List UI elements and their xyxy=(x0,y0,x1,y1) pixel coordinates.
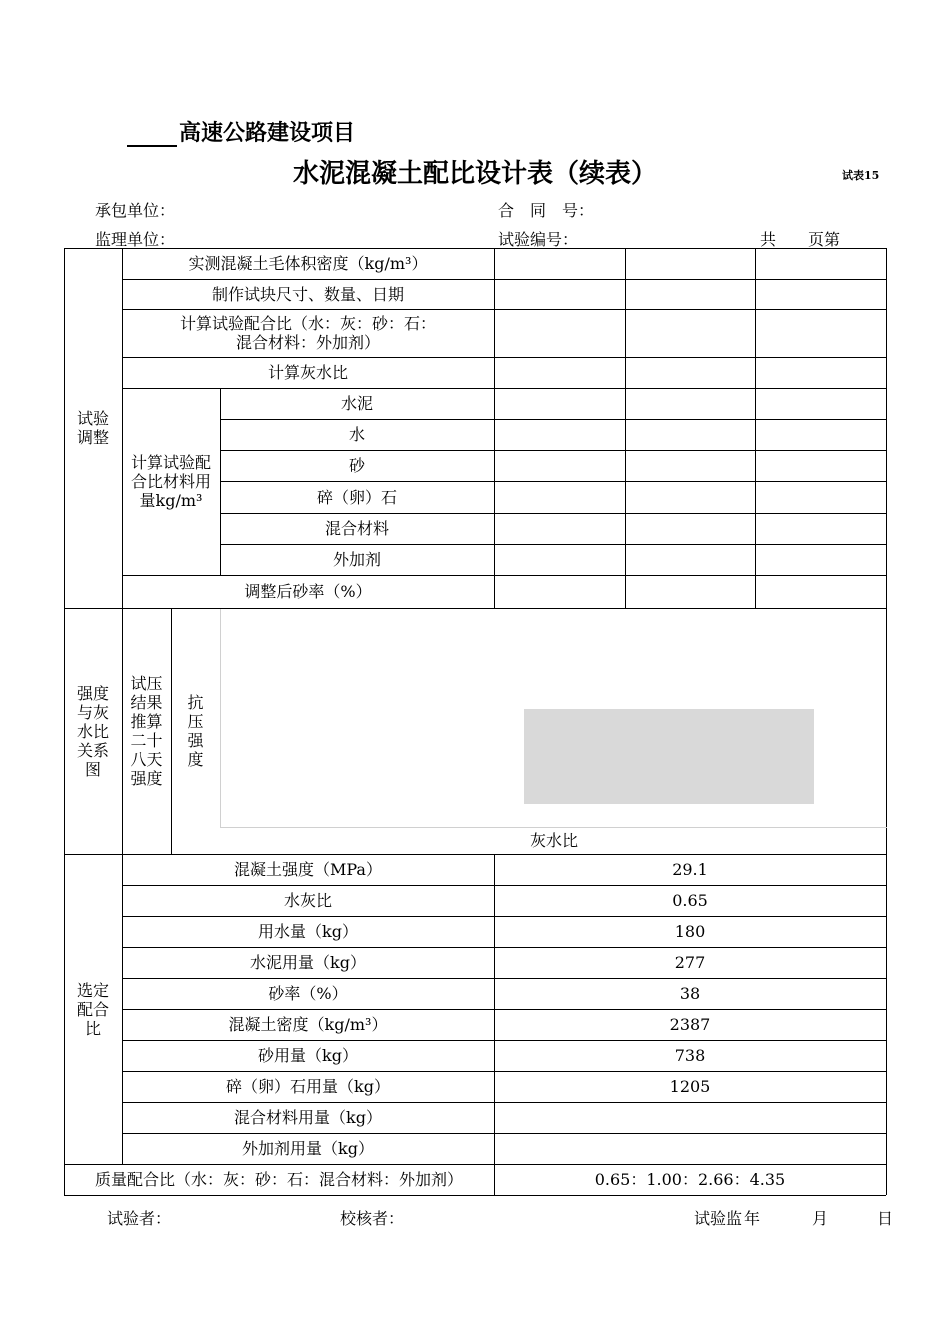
selected-row-label: 砂率（%） xyxy=(268,984,348,1003)
chart-placeholder xyxy=(524,709,814,804)
selected-row-value: 180 xyxy=(674,922,706,941)
selected-row-label: 混合材料用量（kg） xyxy=(234,1108,382,1127)
selected-row-label: 混凝土密度（kg/m³） xyxy=(228,1015,388,1034)
admixture-material-label: 混合材料 xyxy=(324,519,389,538)
mass-ratio-value: 0.65：1.00：2.66：4.35 xyxy=(594,1170,786,1189)
additive-label: 外加剂 xyxy=(332,550,381,569)
cement-label: 水泥 xyxy=(340,394,373,413)
selected-row-label: 外加剂用量（kg） xyxy=(242,1139,374,1158)
checker-label: 校核者： xyxy=(340,1209,405,1228)
selected-row-value xyxy=(494,1133,886,1164)
form-number: 试表15 xyxy=(842,169,880,182)
mass-ratio-label: 质量配合比（水：灰：砂：石：混合材料：外加剂） xyxy=(94,1170,463,1189)
month-label: 月 xyxy=(812,1209,829,1228)
selected-row-label: 用水量（kg） xyxy=(258,922,358,941)
contractor-label: 承包单位： xyxy=(95,201,176,220)
gravel-label: 碎（卵）石 xyxy=(316,487,397,507)
adjusted-sand-ratio-label: 调整后砂率（%） xyxy=(244,582,372,601)
cw-ratio-label: 计算灰水比 xyxy=(267,363,348,382)
test-no-label: 试验编号： xyxy=(498,230,579,249)
selected-row-value xyxy=(494,1102,886,1133)
project-name-text: 高速公路建设项目 xyxy=(179,120,356,146)
selected-section-label: 选定配合比 xyxy=(76,980,109,1038)
tester-label: 试验者： xyxy=(107,1209,172,1228)
selected-row-label: 砂用量（kg） xyxy=(258,1046,358,1065)
project-name-blank xyxy=(127,123,177,147)
trial-ratio-line2: 混合材料：外加剂） xyxy=(235,333,380,352)
trial-ratio-label xyxy=(122,309,494,357)
project-name xyxy=(127,116,355,147)
specimens-label: 制作试块尺寸、数量、日期 xyxy=(211,284,404,304)
x-axis-label: 灰水比 xyxy=(529,830,578,850)
water-label: 水 xyxy=(348,425,365,444)
selected-row-label: 碎（卵）石用量（kg） xyxy=(226,1077,390,1096)
page-count-label: 共 页第 xyxy=(760,230,841,249)
selected-row-value: 29.1 xyxy=(672,860,708,879)
selected-row-value: 2387 xyxy=(669,1015,711,1034)
page-title: 水泥混凝土配比设计表（续表） xyxy=(292,159,657,189)
sand-label: 砂 xyxy=(348,456,365,475)
strength-sub-label: 试压结果推算二十八天强度 xyxy=(130,674,163,788)
y-axis-label: 抗压强度 xyxy=(187,693,204,769)
selected-row-label: 水泥用量（kg） xyxy=(250,953,366,972)
supervisor-unit-label: 监理单位： xyxy=(95,230,176,249)
selected-row-value: 277 xyxy=(674,953,706,972)
strength-section-label: 强度与灰水比关系图 xyxy=(76,683,109,779)
selected-row-value: 38 xyxy=(679,984,701,1003)
supervisor-sign-label: 试验监 xyxy=(694,1209,743,1228)
selected-row-label: 混凝土强度（MPa） xyxy=(234,860,382,879)
year-label: 年 xyxy=(744,1209,761,1228)
selected-row-value: 0.65 xyxy=(672,891,708,910)
selected-row-label: 水灰比 xyxy=(283,891,332,910)
contract-no-label: 合 同 号： xyxy=(498,201,595,220)
selected-row-value: 738 xyxy=(674,1046,706,1065)
density-label: 实测混凝土毛体积密度（kg/m³） xyxy=(188,254,428,273)
selected-row-value: 1205 xyxy=(669,1077,711,1096)
day-label: 日 xyxy=(877,1209,894,1228)
trial-ratio-line1: 计算试验配合比（水：灰：砂：石： xyxy=(179,314,436,333)
materials-label: 计算试验配合比材料用量kg/m³ xyxy=(131,453,212,510)
trial-section-label: 试验调整 xyxy=(76,409,109,447)
